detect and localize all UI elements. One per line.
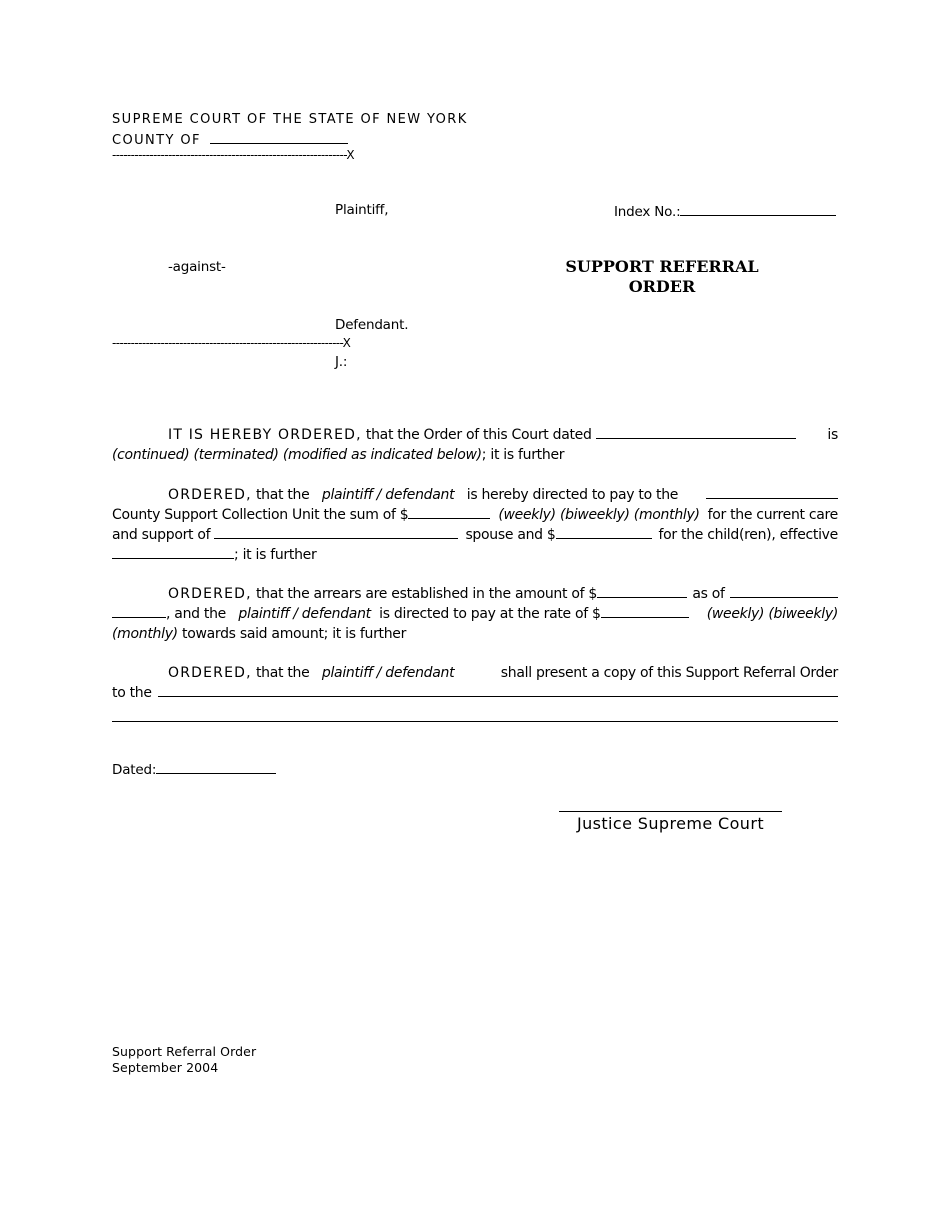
- p1-lead: IT IS HEREBY ORDERED,: [168, 427, 362, 443]
- index-no-field[interactable]: [680, 202, 836, 216]
- p2-line-1: [112, 485, 838, 505]
- paragraph-1: [112, 425, 838, 465]
- p1-text-1: that the Order of this Court dated: [365, 427, 592, 443]
- signature-label: Justice Supreme Court: [576, 814, 765, 833]
- p2-text-6: spouse and $: [465, 527, 556, 543]
- p2-frequency: (weekly) (biweekly) (monthly): [498, 507, 700, 523]
- dated-label: Dated:: [112, 762, 157, 778]
- support-amount-field[interactable]: [408, 505, 490, 519]
- plaintiff-label: Plaintiff,: [335, 202, 389, 218]
- p2-text-7: for the child(ren), effective: [658, 527, 838, 543]
- p2-line-4: [112, 545, 838, 565]
- p3-party: plaintiff / defendant: [238, 606, 371, 622]
- dated-field[interactable]: [156, 760, 276, 774]
- p4-line-1: [112, 663, 838, 683]
- paragraph-2: [112, 485, 838, 565]
- p1-line-2: [112, 445, 838, 465]
- court-name: SUPREME COURT OF THE STATE OF NEW YORK: [112, 112, 468, 127]
- p2-text-4: for the current care: [707, 507, 838, 523]
- footer-form-name: Support Referral Order: [112, 1044, 257, 1059]
- p2-line-3: [112, 525, 838, 545]
- judge-label: J.:: [335, 354, 348, 370]
- p4-lead: ORDERED,: [168, 665, 252, 681]
- county-line: [112, 130, 348, 148]
- arrears-rate-field[interactable]: [601, 604, 689, 618]
- p4-line-2: [112, 683, 838, 703]
- present-to-field-line-2[interactable]: [112, 721, 838, 722]
- county-field[interactable]: [210, 130, 348, 144]
- p1-text-2: is: [827, 427, 838, 443]
- arrears-as-of-field-cont[interactable]: [112, 604, 166, 618]
- p3-line-2: [112, 604, 838, 624]
- index-no-line: [614, 202, 836, 220]
- arrears-amount-field[interactable]: [597, 584, 687, 598]
- present-to-field[interactable]: [158, 683, 838, 697]
- p3-frequency-2: (monthly): [112, 626, 178, 642]
- p3-text-1: that the arrears are established in the amount of $: [255, 586, 597, 602]
- dated-line: [112, 760, 276, 778]
- paragraph-4: [112, 663, 838, 703]
- p2-text-3: County Support Collection Unit the sum of $: [112, 507, 409, 523]
- p1-text-3: ; it is further: [481, 447, 565, 463]
- p2-text-8: ; it is further: [234, 547, 317, 563]
- p2-lead: ORDERED,: [168, 487, 252, 503]
- order-date-field[interactable]: [596, 425, 796, 439]
- document-title: [556, 257, 768, 296]
- p3-text-5: towards said amount; it is further: [182, 626, 407, 642]
- caption-divider-top: ---------------------------------------------------------------X: [112, 148, 355, 162]
- index-no-label: Index No.:: [614, 204, 681, 220]
- p3-line-1: [112, 584, 838, 604]
- p2-party: plaintiff / defendant: [321, 487, 455, 503]
- p1-line-1: [112, 425, 838, 445]
- caption-divider-bottom: --------------------------------------------------------------X: [112, 336, 351, 350]
- p1-status-options: (continued) (terminated) (modified as indicated below): [112, 447, 482, 463]
- defendant-label: Defendant.: [335, 317, 409, 333]
- p4-party: plaintiff / defendant: [321, 665, 455, 681]
- arrears-as-of-field[interactable]: [730, 584, 838, 598]
- against-label: -against-: [168, 259, 226, 275]
- p3-text-2: as of: [692, 586, 725, 602]
- effective-date-field[interactable]: [112, 545, 234, 559]
- p3-text-3: , and the: [166, 606, 226, 622]
- county-scu-field[interactable]: [706, 485, 838, 499]
- signature-line[interactable]: [559, 811, 782, 812]
- p2-text-2: is hereby directed to pay to the: [466, 487, 679, 503]
- title-line-2: ORDER: [628, 277, 696, 296]
- county-label: COUNTY OF: [112, 133, 201, 148]
- child-support-amount-field[interactable]: [556, 525, 652, 539]
- p4-text-2: shall present a copy of this Support Referral Order: [500, 665, 838, 681]
- p2-line-2: [112, 505, 838, 525]
- p3-line-3: [112, 624, 838, 644]
- p3-text-4: is directed to pay at the rate of $: [379, 606, 601, 622]
- support-of-field[interactable]: [214, 525, 458, 539]
- p4-text-3: to the: [112, 685, 152, 701]
- p4-text-1: that the: [255, 665, 310, 681]
- p3-frequency-1: (weekly) (biweekly): [706, 606, 838, 622]
- p2-text-1: that the: [255, 487, 310, 503]
- p3-lead: ORDERED,: [168, 586, 252, 602]
- footer: [112, 1044, 256, 1076]
- footer-form-date: September 2004: [112, 1060, 219, 1075]
- p2-text-5: and support of: [112, 527, 211, 543]
- title-line-1: SUPPORT REFERRAL: [565, 257, 759, 276]
- paragraph-3: [112, 584, 838, 644]
